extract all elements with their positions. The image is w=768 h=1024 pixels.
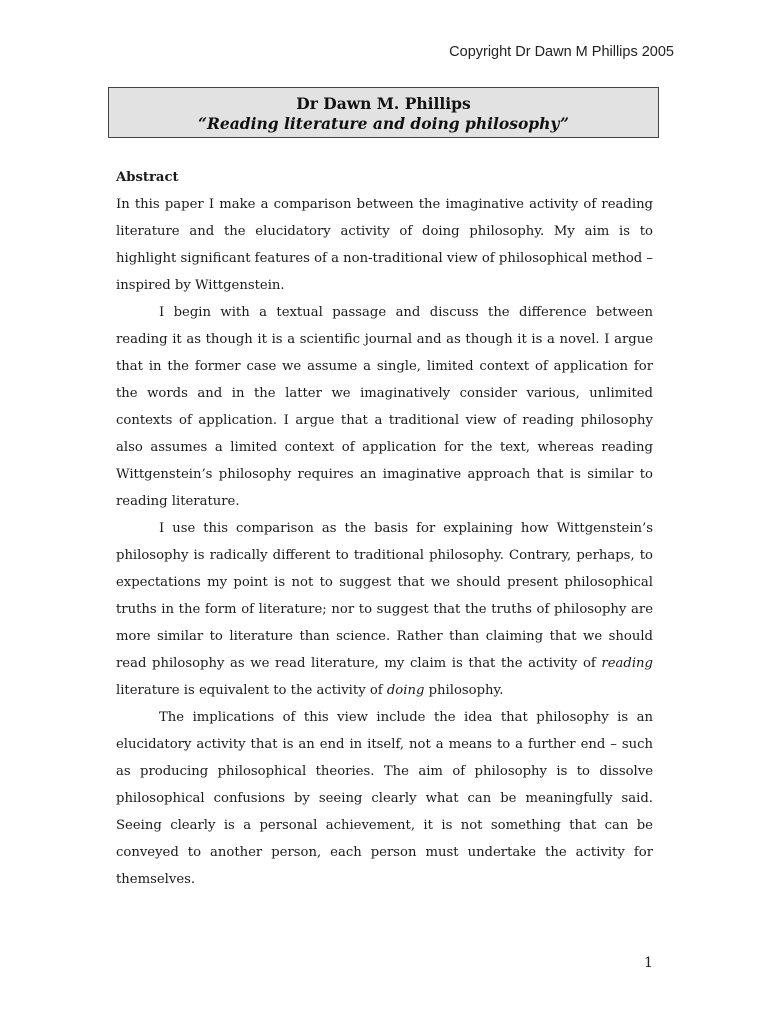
abstract-paragraph-4: The implications of this view include the idea that philosophy is an elucidatory activity that is an end in itself, not a means to a further end – such as producing philosophical theories. The aim of philosophy is to dissolve philosophical confusions by seeing clearly what can be meaningfully said. Seeing clearly is a personal achievement, it is not something that can be conveyed to another person, each person must undertake the activity for themselves.: [116, 710, 653, 887]
abstract-paragraph-1: In this paper I make a comparison between the imaginative activity of reading literature and the elucidatory activity of doing philosophy. My aim is to highlight significant features of a non-traditional view of philosophical method – inspired by Wittgenstein.: [116, 197, 653, 293]
abstract-paragraph-3: [116, 515, 653, 704]
abstract-paragraph-2: I begin with a textual passage and discuss the difference between reading it as though it is a scientific journal and as though it is a novel. I argue that in the former case we assume a single, limited context of application for the words and in the latter we imaginatively consider various, unlimited contexts of application. I argue that a traditional view of reading philosophy also assumes a limited context of application for the text, whereas reading Wittgenstein’s philosophy requires an imaginative approach that is similar to reading literature.: [116, 305, 653, 509]
abstract-heading: Abstract: [116, 170, 179, 185]
page-number: 1: [644, 955, 653, 971]
copyright-header: Copyright Dr Dawn M Phillips 2005: [449, 44, 674, 60]
abstract-section: [116, 164, 653, 893]
emphasis-reading: reading: [601, 656, 653, 671]
author-name: Dr Dawn M. Phillips: [296, 94, 471, 113]
paragraph-3-text-c: philosophy.: [424, 683, 504, 698]
emphasis-doing: doing: [386, 683, 425, 698]
paper-title: “Reading literature and doing philosophy”: [198, 114, 569, 133]
title-box: [108, 87, 659, 138]
paragraph-3-text-a: I use this comparison as the basis for explaining how Wittgenstein’s philosophy is radically different to traditional philosophy. Contrary, perhaps, to expectations my point is not to suggest that we should present philosophical truths in the form of literature; nor to suggest that the truths of philosophy are more similar to literature than science. Rather than claiming that we should read philosophy as we read literature, my claim is that the activity of: [116, 521, 653, 671]
paragraph-3-text-b: literature is equivalent to the activity of: [116, 683, 387, 698]
